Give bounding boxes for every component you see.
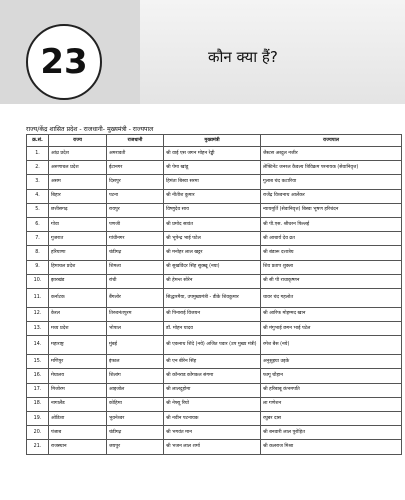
cell-state: मणिपुर	[49, 355, 107, 369]
table-row	[27, 147, 402, 161]
table-body	[27, 147, 402, 455]
chapter-title: कौन क्या हैं?	[208, 48, 278, 66]
table-row	[27, 260, 402, 274]
cell-serial: 11.	[27, 288, 49, 307]
cell-capital: पणजी	[107, 217, 164, 231]
header-chief-minister: मुख्यमंत्री	[164, 135, 261, 147]
table-row	[27, 189, 402, 203]
cell-governor: श्री बंडारू दत्तात्रेय	[261, 246, 402, 260]
cell-state: केरल	[49, 307, 107, 321]
cell-state: कर्नाटक	[49, 288, 107, 307]
cell-state: मिजोरम	[49, 383, 107, 397]
cell-governor: अनुसुइया उइके	[261, 355, 402, 369]
table-row	[27, 355, 402, 369]
table-row	[27, 383, 402, 397]
cell-capital: भुवनेश्वर	[107, 412, 164, 426]
cell-chief-minister: श्री सुखविंदर सिंह सुक्खू (नया)	[164, 260, 261, 274]
cell-serial: 17.	[27, 383, 49, 397]
cell-chief-minister: सिद्धारमैया, उपमुख्यमंत्री - डीके शिवकुमार	[164, 288, 261, 307]
cell-serial: 10.	[27, 274, 49, 288]
cell-state: महाराष्ट्र	[49, 336, 107, 355]
header-state: राज्य	[49, 135, 107, 147]
cell-serial: 16.	[27, 369, 49, 383]
cell-chief-minister: श्री नवीन पटनायक	[164, 412, 261, 426]
table-row	[27, 246, 402, 260]
chapter-header	[0, 0, 405, 104]
cell-chief-minister: हिमंता बिस्वा सरमा	[164, 175, 261, 189]
cell-governor: लेफ्टिनेंट जनरल कैवल्य त्रिविक्रम परनायक (सेवानिवृत्त)	[261, 161, 402, 175]
cell-chief-minister: श्री मनोहर लाल खट्टर	[164, 246, 261, 260]
header-capital: राजधानी	[107, 135, 164, 147]
cell-capital: मुंबई	[107, 336, 164, 355]
table-row	[27, 397, 402, 411]
cell-governor: राजेंद्र विश्वनाथ आर्लेकर	[261, 189, 402, 203]
cell-governor: गुलाब चंद कटारिया	[261, 175, 402, 189]
cell-serial: 21.	[27, 440, 49, 454]
table-row	[27, 217, 402, 231]
cell-governor: न्यायमूर्ति (सेवानिवृत्त) बिस्वा भूषण हरिचंदन	[261, 203, 402, 217]
cell-state: आंध्र प्रदेश	[49, 147, 107, 161]
cell-state: असम	[49, 175, 107, 189]
cell-chief-minister: श्री भजन लाल शर्मा	[164, 440, 261, 454]
cell-chief-minister: श्री वाई एस जगन मोहन रेड्डी	[164, 147, 261, 161]
cell-state: बिहार	[49, 189, 107, 203]
cell-governor: जैस्टस अब्दुल नजीर	[261, 147, 402, 161]
cell-chief-minister: श्री प्रमोद सावंत	[164, 217, 261, 231]
cell-capital: चंडीगढ़	[107, 426, 164, 440]
table-row	[27, 161, 402, 175]
cell-serial: 15.	[27, 355, 49, 369]
cell-state: ओडिशा	[49, 412, 107, 426]
cell-governor: रमेश बैस (नये)	[261, 336, 402, 355]
cell-serial: 7.	[27, 232, 49, 246]
cell-governor: श्री कलराज मिश्रा	[261, 440, 402, 454]
table-caption: राज्य/केंद्र शासित प्रदेश - राजधानी- मुख्यमंत्री - राज्यपाल	[26, 126, 154, 133]
cell-capital: भोपाल	[107, 322, 164, 336]
cell-capital: चंडीगढ़	[107, 246, 164, 260]
chapter-number-badge	[26, 24, 102, 100]
cell-capital: आइजोल	[107, 383, 164, 397]
cell-serial: 5.	[27, 203, 49, 217]
cell-governor: ला गणेशन	[261, 397, 402, 411]
cell-serial: 19.	[27, 412, 49, 426]
cell-serial: 13.	[27, 322, 49, 336]
header-governor: राज्यपाल	[261, 135, 402, 147]
cell-state: मध्य प्रदेश	[49, 322, 107, 336]
cell-state: अरुणाचल प्रदेश	[49, 161, 107, 175]
cell-capital: गांधीनगर	[107, 232, 164, 246]
cell-serial: 18.	[27, 397, 49, 411]
cell-capital: दिसपुर	[107, 175, 164, 189]
cell-governor: शिव प्रताप शुक्ला	[261, 260, 402, 274]
table-row	[27, 274, 402, 288]
cell-chief-minister: श्री नीतीश कुमार	[164, 189, 261, 203]
cell-capital: कोहिमा	[107, 397, 164, 411]
cell-serial: 9.	[27, 260, 49, 274]
table-header-row	[27, 135, 402, 147]
cell-capital: पटना	[107, 189, 164, 203]
cell-serial: 8.	[27, 246, 49, 260]
cell-chief-minister: श्री एन बीरेन सिंह	[164, 355, 261, 369]
table-row	[27, 232, 402, 246]
table-row	[27, 369, 402, 383]
table-row	[27, 426, 402, 440]
cell-capital: रायपुर	[107, 203, 164, 217]
cell-governor: रघुबर दास	[261, 412, 402, 426]
cell-governor: श्री पी.एस. श्रीधरन पिल्लई	[261, 217, 402, 231]
cell-capital: इंफाल	[107, 355, 164, 369]
cell-serial: 20.	[27, 426, 49, 440]
table-row	[27, 203, 402, 217]
table-row	[27, 322, 402, 336]
cell-capital: जयपुर	[107, 440, 164, 454]
cell-governor: श्री आरिफ मोहम्मद खान	[261, 307, 402, 321]
header-serial: क्र.सं.	[27, 135, 49, 147]
cell-governor: श्री हरिबाबू कंभमपति	[261, 383, 402, 397]
cell-governor: श्री सी पी राधाकृष्णन	[261, 274, 402, 288]
cell-chief-minister: श्री पिनाराई विजयन	[164, 307, 261, 321]
table-row	[27, 440, 402, 454]
cell-state: हरियाणा	[49, 246, 107, 260]
table-row	[27, 288, 402, 307]
cell-chief-minister: श्री भगवंत मान	[164, 426, 261, 440]
cell-chief-minister: श्री एकनाथ शिंदे (नये) अजित पवार (उप मुख्य मंत्री)	[164, 336, 261, 355]
cell-serial: 6.	[27, 217, 49, 231]
cell-serial: 12.	[27, 307, 49, 321]
cell-state: नागालैंड	[49, 397, 107, 411]
cell-state: हिमाचल प्रदेश	[49, 260, 107, 274]
cell-capital: बैंगलोर	[107, 288, 164, 307]
cell-serial: 3.	[27, 175, 49, 189]
table-row	[27, 412, 402, 426]
cell-state: राजस्थान	[49, 440, 107, 454]
table-row	[27, 175, 402, 189]
table-row	[27, 336, 402, 355]
cell-serial: 2.	[27, 161, 49, 175]
cell-capital: शिमला	[107, 260, 164, 274]
cell-state: छत्तीसगढ़	[49, 203, 107, 217]
chapter-number: 23	[40, 42, 88, 82]
cell-chief-minister: श्री भूपेन्द्र भाई पटेल	[164, 232, 261, 246]
cell-governor: फागू चौहान	[261, 369, 402, 383]
cell-capital: शिलांग	[107, 369, 164, 383]
cell-state: गोवा	[49, 217, 107, 231]
cell-serial: 4.	[27, 189, 49, 203]
cell-state: गुजरात	[49, 232, 107, 246]
cell-chief-minister: श्री कॉनराड कोंगकल संगमा	[164, 369, 261, 383]
cell-chief-minister: श्री पेमा खांडू	[164, 161, 261, 175]
cell-governor: श्री बनवारी लाल पुरोहित	[261, 426, 402, 440]
cell-state: मेघालय	[49, 369, 107, 383]
cell-serial: 1.	[27, 147, 49, 161]
cell-state: झारखंड	[49, 274, 107, 288]
cell-state: पंजाब	[49, 426, 107, 440]
cell-capital: ईटानगर	[107, 161, 164, 175]
cell-chief-minister: श्री नेफ्यू रियो	[164, 397, 261, 411]
cell-governor: थावर चंद गहलोत	[261, 288, 402, 307]
cell-capital: तिरुवनंतपुरम	[107, 307, 164, 321]
cell-governor: श्री आचार्य देव व्रत	[261, 232, 402, 246]
cell-governor: श्री मंगुभाई छगन भाई पटेल	[261, 322, 402, 336]
table-row	[27, 307, 402, 321]
cell-chief-minister: श्री लालदुहोमा	[164, 383, 261, 397]
cell-chief-minister: डॉ. मोहन यादव	[164, 322, 261, 336]
cell-chief-minister: विष्णुदेव साय	[164, 203, 261, 217]
cell-serial: 14.	[27, 336, 49, 355]
cell-capital: रांची	[107, 274, 164, 288]
states-table	[26, 134, 402, 455]
cell-chief-minister: श्री हेमन्त सोरेन	[164, 274, 261, 288]
cell-capital: अमरावती	[107, 147, 164, 161]
